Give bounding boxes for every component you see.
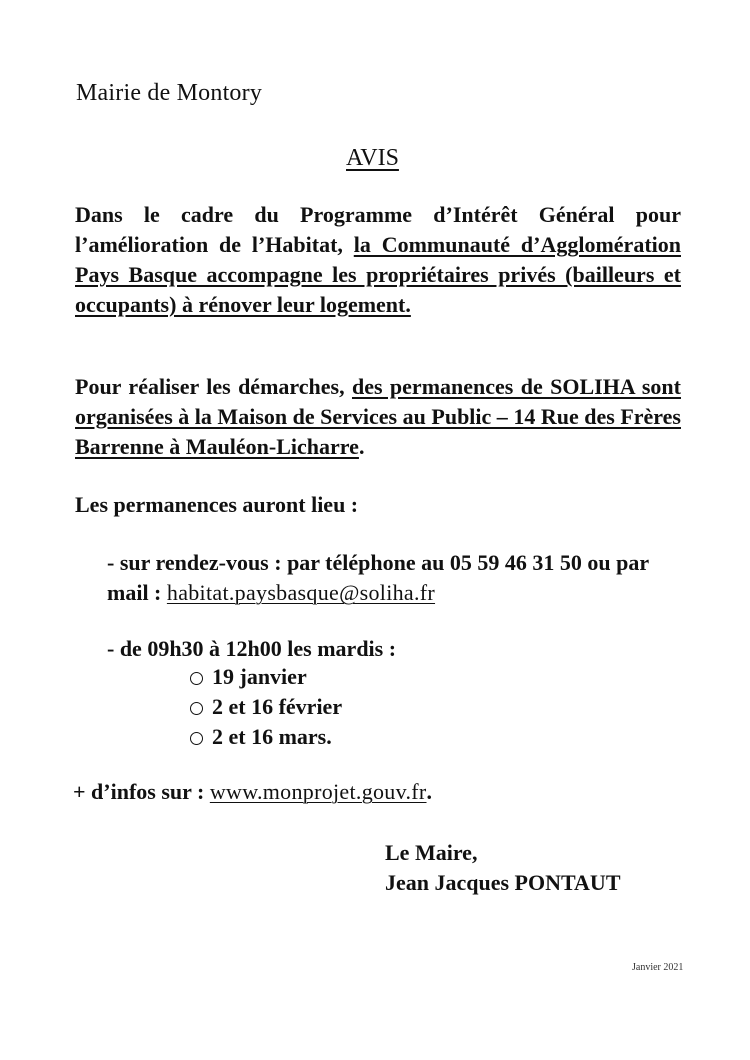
circle-bullet-icon [190, 732, 203, 745]
email-link[interactable]: habitat.paysbasque@soliha.fr [166, 580, 436, 605]
date-item [190, 692, 342, 722]
paragraph-program [75, 200, 681, 320]
notice-title: AVIS [346, 145, 399, 171]
date-text: 2 et 16 mars. [212, 724, 332, 749]
circle-bullet-icon [190, 672, 203, 685]
infos-line [73, 777, 432, 807]
date-item [190, 662, 342, 692]
circle-bullet-icon [190, 702, 203, 715]
footer-date: Janvier 2021 [632, 962, 684, 973]
date-text: 19 janvier [212, 664, 307, 689]
date-item [190, 722, 342, 752]
paragraph-program-underlined: la Communauté d’Agglomération Pays Basque accompagne les propriétaires privés (bailleurs et occupants) à rénover leur logement. [75, 232, 681, 317]
rendezvous-text: - sur rendez-vous : par téléphone au 05 59 46 31 50 ou par mail : [107, 550, 649, 605]
hours-item: - de 09h30 à 12h00 les mardis : [107, 636, 397, 661]
date-text: 2 et 16 février [212, 694, 343, 719]
dates-list [190, 662, 342, 752]
paragraph-permanences-underlined: des permanences de SOLIHA sont organisées à la Maison de Services au Public – 14 Rue des Frères Barrenne à Mauléon-Licharre [75, 374, 681, 459]
paragraph-permanences-intro: Pour réaliser les démarches, [75, 374, 352, 399]
signature-block [385, 838, 621, 898]
paragraph-permanences [75, 372, 681, 462]
mairie-header: Mairie de Montory [76, 80, 263, 106]
infos-text: + d’infos sur : [73, 779, 210, 804]
infos-end: . [426, 779, 433, 804]
signature-name: Jean Jacques PONTAUT [385, 870, 621, 895]
signature-role: Le Maire, [385, 840, 478, 865]
rendezvous-item [107, 548, 687, 608]
permanences-intro: Les permanences auront lieu : [75, 492, 359, 517]
paragraph-program-intro: Dans le cadre du Programme d’Intérêt Général pour l’amélioration de l’Habitat, [75, 202, 681, 257]
paragraph-permanences-end: . [358, 434, 365, 459]
website-link[interactable]: www.monprojet.gouv.fr [209, 779, 427, 804]
